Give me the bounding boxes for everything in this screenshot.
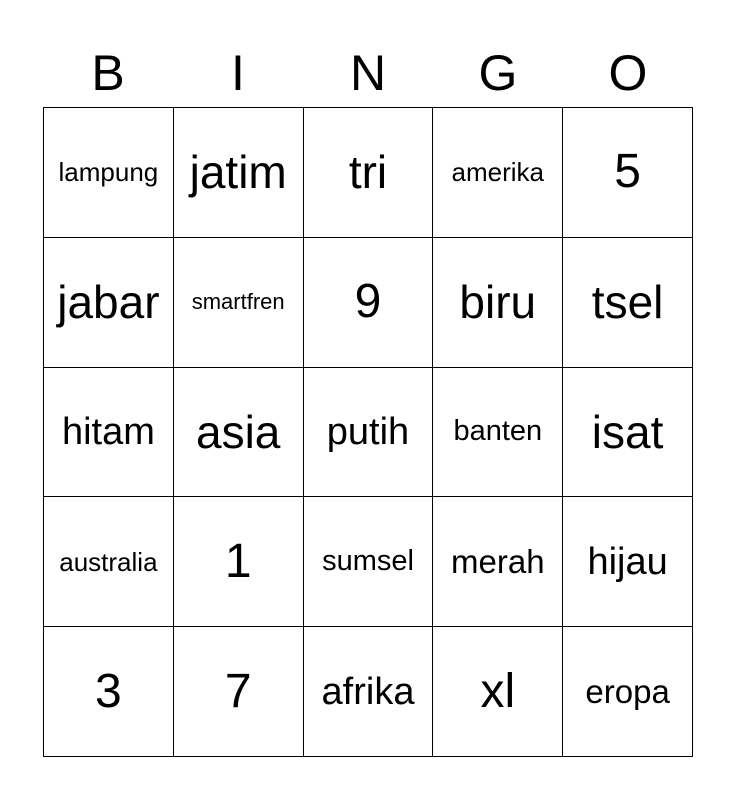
header-letter-n: N xyxy=(349,45,387,101)
bingo-cell[interactable]: 5 xyxy=(563,108,693,238)
header-letter-i: I xyxy=(231,45,245,101)
bingo-cell[interactable]: jabar xyxy=(44,238,174,368)
bingo-cell[interactable]: smartfren xyxy=(174,238,304,368)
bingo-header xyxy=(43,40,693,106)
bingo-cell[interactable]: merah xyxy=(433,497,563,627)
bingo-cell[interactable]: 7 xyxy=(174,627,304,757)
bingo-cell[interactable]: asia xyxy=(174,368,304,498)
header-letter-o: O xyxy=(608,45,648,101)
bingo-cell[interactable]: eropa xyxy=(563,627,693,757)
bingo-cell[interactable]: putih xyxy=(304,368,434,498)
bingo-cell[interactable]: lampung xyxy=(44,108,174,238)
bingo-cell[interactable]: banten xyxy=(433,368,563,498)
bingo-cell[interactable]: tri xyxy=(304,108,434,238)
bingo-cell[interactable]: biru xyxy=(433,238,563,368)
bingo-cell[interactable]: amerika xyxy=(433,108,563,238)
bingo-cell[interactable]: xl xyxy=(433,627,563,757)
bingo-cell[interactable]: isat xyxy=(563,368,693,498)
bingo-cell[interactable]: hijau xyxy=(563,497,693,627)
bingo-cell[interactable]: jatim xyxy=(174,108,304,238)
bingo-cell[interactable]: 3 xyxy=(44,627,174,757)
header-letter-b: B xyxy=(91,45,125,101)
bingo-board xyxy=(43,107,693,757)
bingo-cell[interactable]: sumsel xyxy=(304,497,434,627)
bingo-cell[interactable]: 1 xyxy=(174,497,304,627)
bingo-cell[interactable]: 9 xyxy=(304,238,434,368)
bingo-cell[interactable]: afrika xyxy=(304,627,434,757)
bingo-cell[interactable]: hitam xyxy=(44,368,174,498)
bingo-cell[interactable]: australia xyxy=(44,497,174,627)
header-letter-g: G xyxy=(478,45,518,101)
bingo-cell[interactable]: tsel xyxy=(563,238,693,368)
